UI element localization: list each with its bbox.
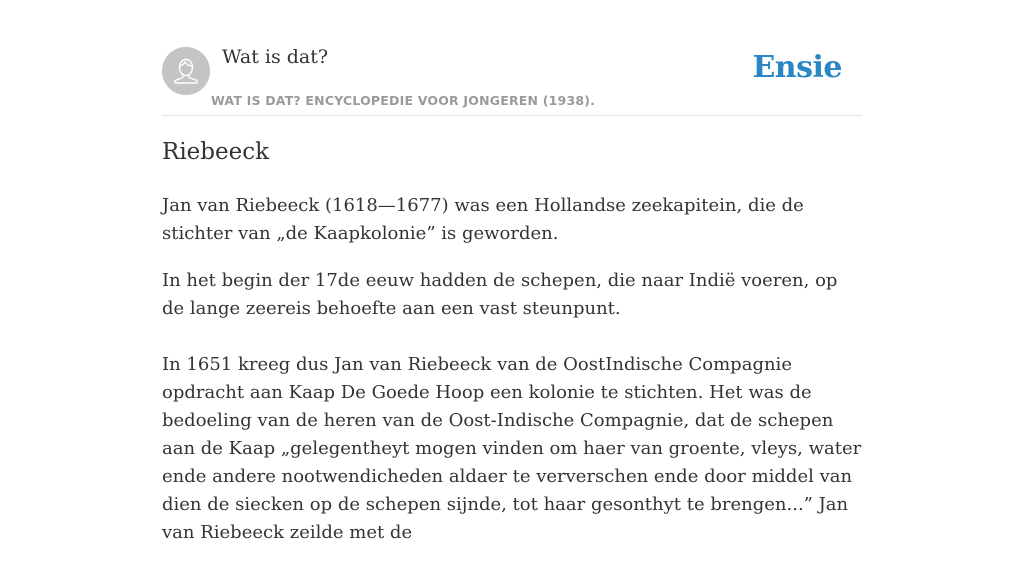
page-container — [162, 0, 862, 543]
author-name-link[interactable]: Wat is dat? — [222, 46, 329, 68]
article-title: Riebeeck — [162, 139, 270, 165]
article-paragraph: Jan van Riebeeck (1618—1677) was een Hollandse zeekapitein, die de stichter van „de Kaapkolonie” is geworden. — [162, 195, 804, 244]
article-paragraph: In het begin der 17de eeuw hadden de schepen, die naar Indië voeren, op de lange zeereis behoefte aan een vast steunpunt. — [162, 270, 838, 319]
article-body — [162, 192, 864, 566]
article-paragraph: In 1651 kreeg dus Jan van Riebeeck van de OostIndische Compagnie opdracht aan Kaap De Goede Hoop een kolonie te stichten. Het was de bedoeling van de heren van de Oost-Indische Compagnie, dat de schepen aan de Kaap „gelegentheyt mogen vinden om haer van groente, vleys, water ende andere nootwendicheden aldaer te ververschen ende door middel van dien de siecken op de schepen sijnde, tot haar gesonthyt te brengen...” Jan van Riebeeck zeilde met de — [162, 354, 862, 543]
ensie-logo[interactable]: Ensie — [752, 50, 842, 85]
header — [162, 0, 862, 116]
avatar[interactable] — [162, 47, 210, 95]
user-silhouette-icon — [162, 47, 210, 95]
source-label: WAT IS DAT? ENCYCLOPEDIE VOOR JONGEREN (1938). — [211, 93, 596, 108]
